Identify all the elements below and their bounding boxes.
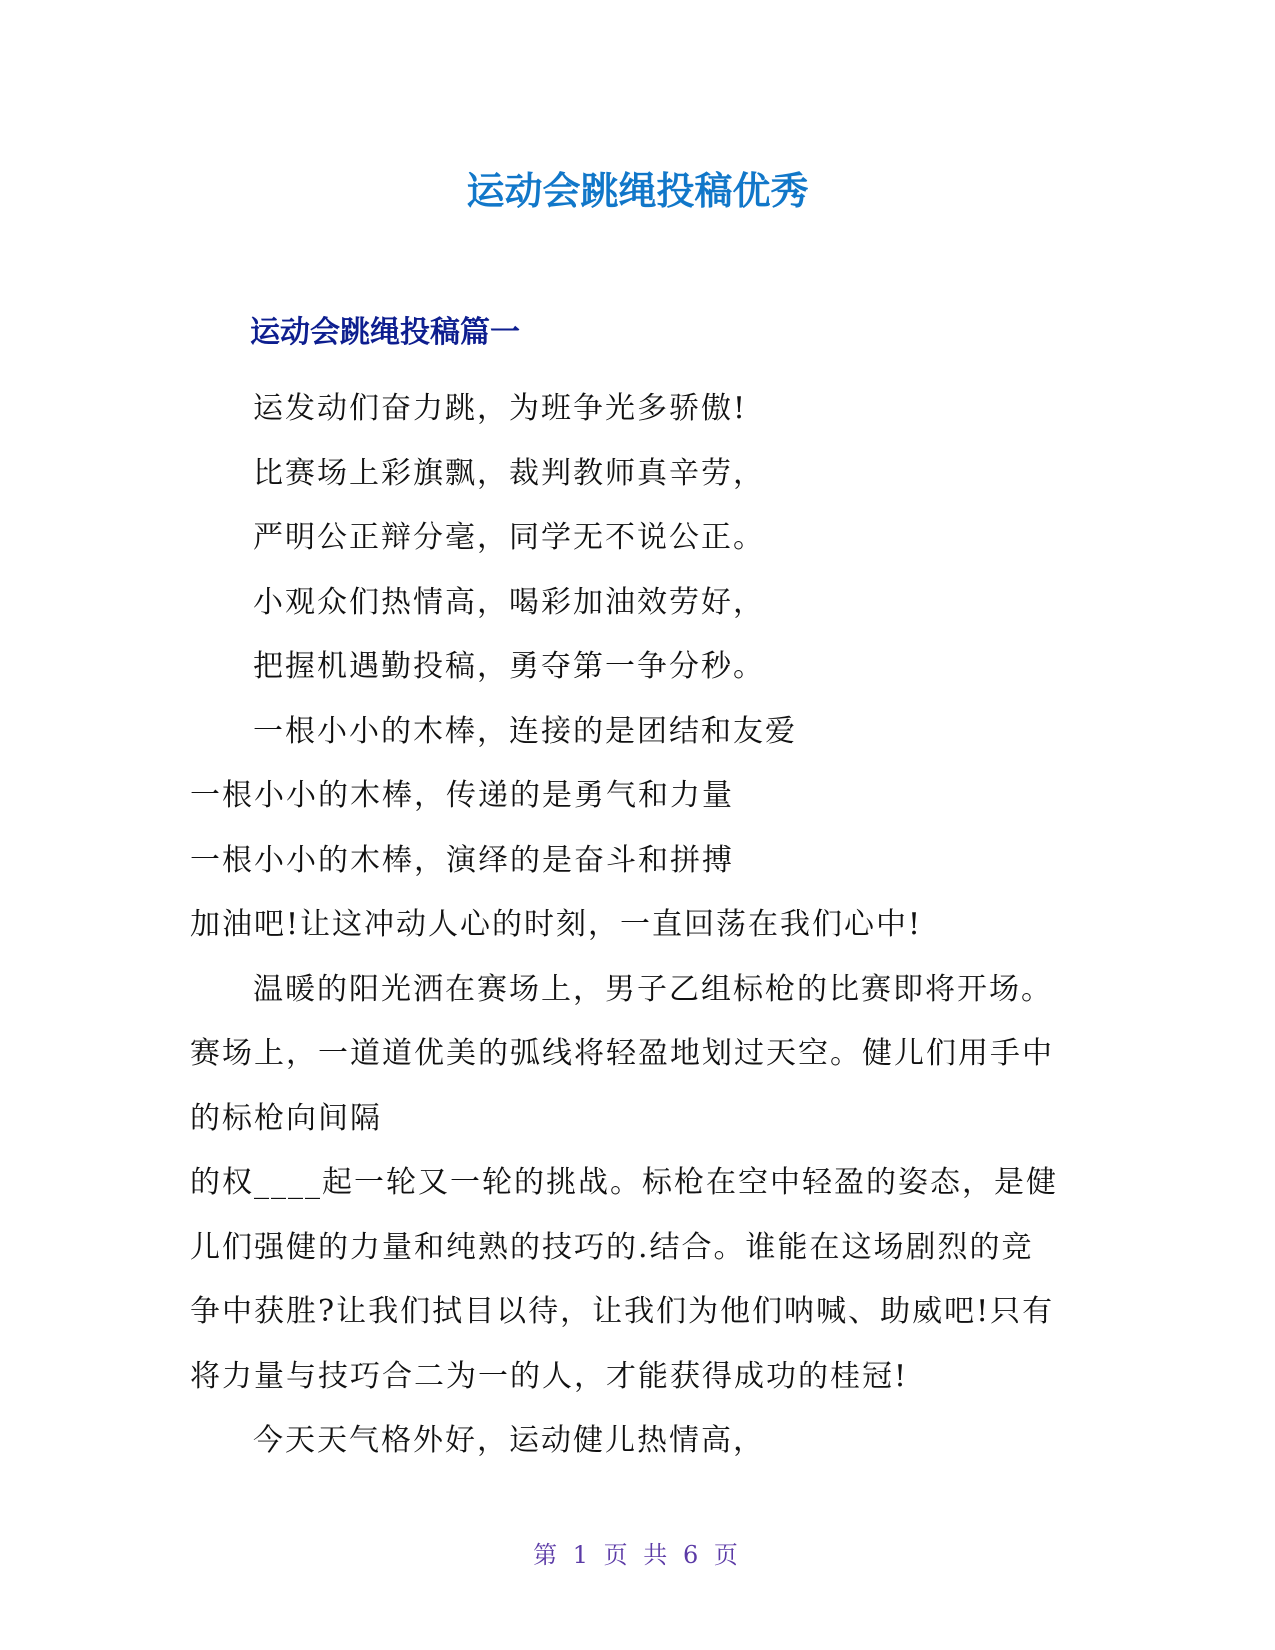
document-title: 运动会跳绳投稿优秀 <box>466 169 809 213</box>
body-text <box>190 377 1090 1474</box>
text-line: 运发动们奋力跳，为班争光多骄傲! <box>253 391 748 426</box>
text-line: 把握机遇勤投稿，勇夺第一争分秒。 <box>253 649 765 684</box>
text-line: 一根小小的木棒，连接的是团结和友爱 <box>253 713 797 749</box>
text-line: 今天天气格外好，运动健儿热情高， <box>253 1423 765 1458</box>
text-line: 儿们强健的力量和纯熟的技巧的.结合。谁能在这场剧烈的竞 <box>190 1229 1034 1265</box>
text-line: 小观众们热情高，喝彩加油效劳好， <box>253 584 765 620</box>
text-line: 一根小小的木棒，传递的是勇气和力量 <box>190 778 734 813</box>
text-line: 的标枪向间隔 <box>190 1100 382 1136</box>
text-line: 加油吧!让这冲动人心的时刻，一直回荡在我们心中! <box>190 907 923 942</box>
text-line: 温暖的阳光洒在赛场上，男子乙组标枪的比赛即将开场。 <box>253 971 1053 1007</box>
text-line: 一根小小的木棒，演绎的是奋斗和拼搏 <box>190 842 734 878</box>
text-line: 将力量与技巧合二为一的人，才能获得成功的桂冠! <box>190 1358 909 1394</box>
text-line: 比赛场上彩旗飘，裁判教师真辛劳， <box>253 455 765 491</box>
text-line: 严明公正辩分毫，同学无不说公正。 <box>253 520 765 555</box>
text-line: 的权____起一轮又一轮的挑战。标枪在空中轻盈的姿态，是健 <box>190 1165 1058 1200</box>
section-title: 运动会跳绳投稿篇一 <box>250 315 520 350</box>
text-line: 赛场上，一道道优美的弧线将轻盈地划过天空。健儿们用手中 <box>190 1036 1054 1071</box>
text-line: 争中获胜?让我们拭目以待，让我们为他们呐喊、助威吧!只有 <box>190 1294 1055 1329</box>
page-footer: 第 1 页 共 6 页 <box>533 1541 742 1569</box>
